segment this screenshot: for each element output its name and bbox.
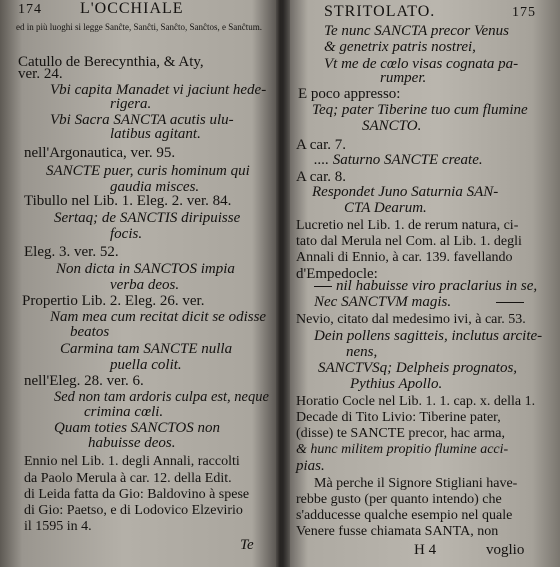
text-line: Horatio Cocle nel Lib. 1. 1. cap. x. della 1. <box>296 394 536 409</box>
verse-line: focis. <box>110 226 143 242</box>
verse-line: SANCTVSq; Delpheis prognatos, <box>318 360 518 376</box>
text-line: da Paolo Merula à car. 12. della Edit. <box>24 471 232 486</box>
text-line: di Gio: Paetso, e di Lodovico Elzevirio <box>24 503 243 518</box>
text-line: A car. 7. <box>296 137 346 153</box>
text-line: rebbe gusto (per quanto intendo) che <box>296 492 502 507</box>
text-line: Ennio nel Lib. 1. degli Annali, raccolti <box>24 454 240 469</box>
text-line: & hunc militem propitio flumine acci- <box>296 442 509 457</box>
verse-line: Te nunc SANCTA precor Venus <box>324 23 510 39</box>
verse-line: puella colit. <box>110 357 182 373</box>
dash-rule <box>496 302 524 303</box>
running-head: STRITOLATO. <box>324 3 436 20</box>
signature-mark: H 4 <box>414 542 437 558</box>
text-line: Nevio, citato dal medesimo ivi, à car. 53. <box>296 312 526 327</box>
text-line: Lucretio nel Lib. 1. de rerum natura, ci- <box>296 218 519 233</box>
text-line: Eleg. 3. ver. 52. <box>24 244 119 260</box>
text-line: Annali di Ennio, à car. 139. favellando <box>296 250 513 265</box>
book-gutter <box>276 0 290 567</box>
text-line: Mà perche il Signore Stigliani have- <box>314 476 518 491</box>
verse-line: nens, <box>346 344 378 360</box>
text-line: (disse) te SANCTE precor, hac arma, <box>296 426 505 441</box>
verse-line: Nec SANCTVM magis. <box>314 294 452 310</box>
text-line: ed in più luoghi si legge Sanĉte, Sanĉti, Sanĉto, Sanĉtos, e Sanĉtum. <box>16 22 262 32</box>
verse-line: Dein pollens sagitteis, inclutus arcite- <box>314 328 543 344</box>
verse-line: Vbi Sacra SANCTA acutis ulu- <box>50 112 234 128</box>
text-line: s'adducesse qualche esempio nel quale <box>296 508 513 523</box>
text-line: ver. 24. <box>18 66 63 82</box>
text-line: nell'Argonautica, ver. 95. <box>24 145 176 161</box>
right-page <box>290 0 552 567</box>
text-line: Catullo de Berecynthia, & Aty, <box>18 54 204 70</box>
page-number: 175 <box>512 5 536 20</box>
text-line: di Leida fatta da Gio: Baldovino à spese <box>24 487 250 502</box>
verse-line: rumper. <box>380 70 427 86</box>
verse-line: Respondet Juno Saturnia SAN- <box>312 184 499 200</box>
verse-line: crimina cœli. <box>84 404 164 420</box>
verse-line: & genetrix patris nostrei, <box>324 39 476 55</box>
verse-line: Non dicta in SANCTOS impia <box>56 261 235 277</box>
verse-line: rigera. <box>110 96 152 112</box>
verse-line: Sertaq; de SANCTIS diripuisse <box>54 210 241 226</box>
verse-line: Vt me de cœlo visas cognata pa- <box>324 56 519 72</box>
text-line: Propertio Lib. 2. Eleg. 26. ver. <box>22 293 205 309</box>
verse-line: SANCTE puer, curis hominum qui <box>46 163 250 179</box>
catchword: voglio <box>486 542 525 558</box>
verse-line: Vbi capita Manadet vi jaciunt hede- <box>50 82 267 98</box>
verse-line: .... Saturno SANCTE create. <box>314 152 483 168</box>
text-line: E poco appresso: <box>298 86 401 102</box>
running-head: L'OCCHIALE <box>80 0 184 17</box>
catchword: Te <box>240 537 254 553</box>
text-line: d'Empedocle: <box>296 266 378 282</box>
verse-line: CTA Dearum. <box>344 200 427 216</box>
text-line: Tibullo nel Lib. 1. Eleg. 2. ver. 84. <box>24 193 232 209</box>
verse-line: verba deos. <box>110 277 180 293</box>
verse-line: Nam mea cum recitat dicit se odisse <box>50 309 267 325</box>
text-line: tato dal Merula nel Com. al Lib. 1. degli <box>296 234 522 249</box>
text-line: Decade di Tito Livio: Tiberine pater, <box>296 410 501 425</box>
text-line: pias. <box>296 458 325 474</box>
verse-line: Quam toties SANCTOS non <box>54 420 220 436</box>
dash-rule <box>314 286 332 287</box>
page-number: 174 <box>18 2 42 17</box>
verse-line: Teq; pater Tiberine tuo cum flumine <box>312 102 528 118</box>
verse-line: nil habuisse viro praclarius in se, <box>336 278 538 294</box>
left-page <box>14 0 276 567</box>
verse-line: Pythius Apollo. <box>350 376 443 392</box>
verse-line: habuisse deos. <box>88 435 176 451</box>
verse-line: latibus agitant. <box>110 126 201 142</box>
text-line: il 1595 in 4. <box>24 519 92 534</box>
verse-line: SANCTO. <box>362 118 422 134</box>
verse-line: gaudia misces. <box>110 179 200 195</box>
verse-line: beatos <box>70 324 110 340</box>
verse-line: Sed non tam ardoris culpa est, neque <box>54 389 269 405</box>
text-line: nell'Eleg. 28. ver. 6. <box>24 373 144 389</box>
verse-line: Carmina tam SANCTE nulla <box>60 341 233 357</box>
text-line: A car. 8. <box>296 169 346 185</box>
text-line: Venere fusse chiamata SANTA, non <box>296 524 499 539</box>
